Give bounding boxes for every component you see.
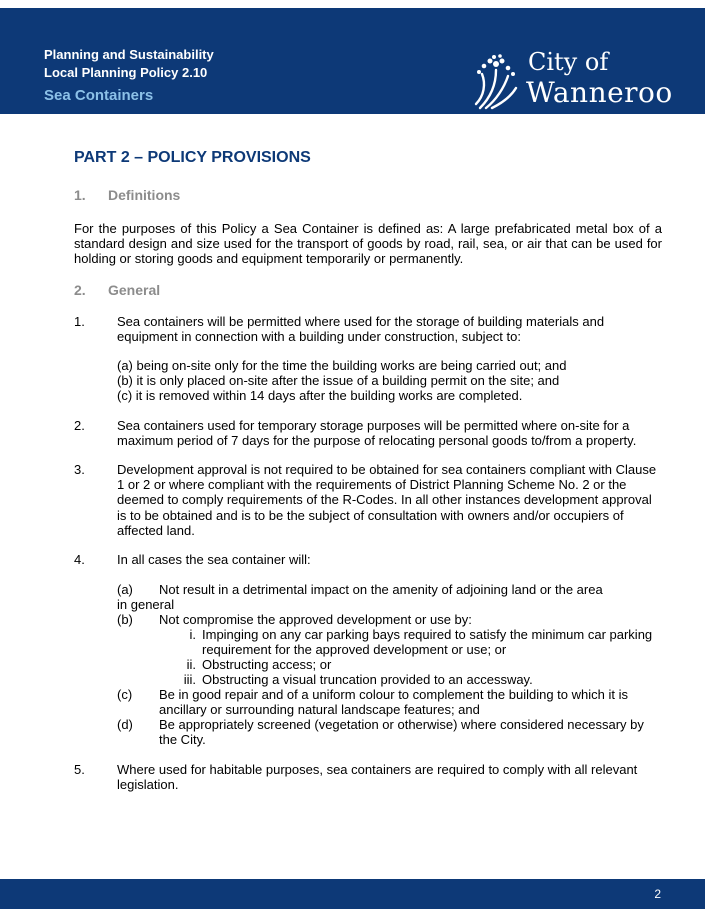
sub-item-text: Not result in a detrimental impact on the amenity of adjoining land or the area xyxy=(159,582,603,597)
roman-item-text: Obstructing a visual truncation provided to an accessway. xyxy=(202,672,533,687)
section-title: General xyxy=(108,282,161,298)
sub-item-label: (c) xyxy=(117,687,133,702)
sub-item-text: Not compromise the approved development or use by: xyxy=(159,612,472,627)
header-banner xyxy=(0,8,705,114)
roman-label: ii. xyxy=(186,657,196,672)
roman-label: iii. xyxy=(183,672,196,687)
policy-number: Local Planning Policy 2.10 xyxy=(44,65,208,80)
part-title: PART 2 – POLICY PROVISIONS xyxy=(74,149,311,166)
flower-logo-icon xyxy=(470,54,520,110)
page-number: 2 xyxy=(654,887,661,901)
footer-bar xyxy=(0,879,705,909)
sub-item-label: (a) xyxy=(117,582,133,597)
item-text: Where used for habitable purposes, sea containers are required to comply with all relevant legislation. xyxy=(117,762,638,793)
item-text: Sea containers will be permitted where used for the storage of building materials and equipment in connection with a building under construction, subject to: xyxy=(117,314,605,345)
sub-item: (a) being on-site only for the time the building works are being carried out; and xyxy=(117,358,567,373)
section-number: 2. xyxy=(74,282,86,298)
logo-text-city-of: City of xyxy=(528,48,609,76)
definitions-paragraph: For the purposes of this Policy a Sea Container is defined as: A large prefabricated metal box of a standard design and size used for the transport of goods by road, rail, sea, or air that can be used for holding or storing goods and equipment temporarily or permanently. xyxy=(74,221,662,267)
sub-item: (c) it is removed within 14 days after the building works are completed. xyxy=(117,388,523,403)
item-number: 4. xyxy=(74,552,85,567)
item-number: 3. xyxy=(74,462,85,477)
item-number: 2. xyxy=(74,418,85,433)
item-number: 1. xyxy=(74,314,85,329)
sub-item-label: (d) xyxy=(117,717,133,732)
roman-label: i. xyxy=(189,627,196,642)
item-text: Sea containers used for temporary storage purposes will be permitted where on-site for a maximum period of 7 days for the purpose of relocating personal goods to/from a property. xyxy=(117,418,637,449)
logo-text-wanneroo: Wanneroo xyxy=(526,76,673,109)
sub-item-label: (b) xyxy=(117,612,133,627)
section-number: 1. xyxy=(74,187,86,203)
item-text: In all cases the sea container will: xyxy=(117,552,311,567)
sub-item-text: Be in good repair and of a uniform colour to complement the building to which it is ancillary or surrounding natural landscape features; and xyxy=(159,687,628,718)
policy-subtitle: Sea Containers xyxy=(44,87,154,104)
item-text: Development approval is not required to be obtained for sea containers compliant with Clause 1 or 2 or where compliant with the requirements of District Planning Scheme No. 2 or the deemed to comply requirements of the R-Codes. In all other instances development approval is to be obtained and is to be the subject of consultation with owners and/or occupiers of affected land. xyxy=(117,462,657,538)
item-number: 5. xyxy=(74,762,85,777)
sub-item: (b) it is only placed on-site after the issue of a building permit on the site; and xyxy=(117,373,560,388)
department-title: Planning and Sustainability xyxy=(44,47,214,62)
section-title: Definitions xyxy=(108,187,181,203)
sub-item-text: in general xyxy=(117,597,175,612)
sub-item-text: Be appropriately screened (vegetation or otherwise) where considered necessary by the City. xyxy=(159,717,644,748)
roman-item-text: Obstructing access; or xyxy=(202,657,332,672)
roman-item-text: Impinging on any car parking bays required to satisfy the minimum car parking requirement for the approved development or use; or xyxy=(202,627,653,658)
city-logo xyxy=(470,50,680,116)
